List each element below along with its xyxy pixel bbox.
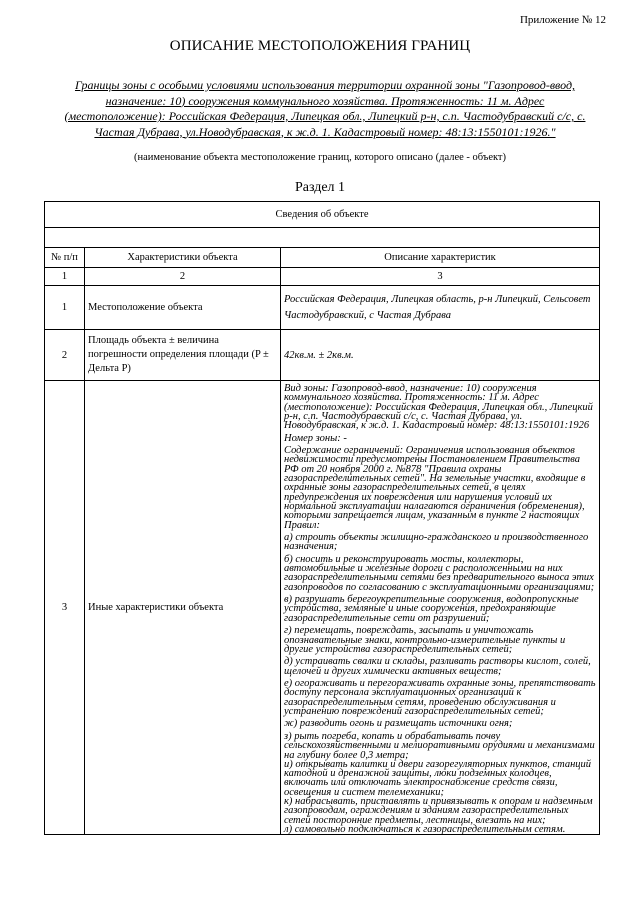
- desc-paragraph: а) строить объекты жилищно-гражданского и производственного назначения;: [284, 532, 589, 553]
- appendix-label: Приложение № 12: [519, 14, 606, 26]
- desc-paragraph: Содержание ограничений: Ограничения использования объектов недвижимости предусмотрены Постановлением Правительства РФ от 20 ноября 2000 г. №878 "Правила охраны газораспределительных сетей". На земельные участки, входящие в охранные зоны газораспределительных сетей, в целях предупреждения их повреждения или нарушения условий их нормальной эксплуатации налагаются ограничения (обременения), которыми запрещается лицам, указанным в пункте 2 настоящих Правил:: [284, 445, 586, 531]
- desc-paragraph: л) самовольно подключаться к газораспределительным сетям.: [284, 823, 566, 835]
- row-num: 2: [45, 330, 85, 381]
- desc-paragraph: Номер зоны: -: [284, 432, 347, 444]
- desc-paragraph: з) рыть погреба, копать и обрабатывать почву сельскохозяйственными и мелиоративными орудиями и механизмами на глубину более 0,3 метра;: [284, 730, 595, 761]
- desc-paragraph: и) открывать калитки и двери газорегуляторных пунктов, станций катодной и дренажной защиты, люки подземных колодцев, включать или отключать электроснабжение средств связи, освещения и систем телемеханики;: [284, 758, 592, 798]
- desc-paragraph: е) огораживать и перегораживать охранные зоны, препятствовать доступу персонала эксплуатационных организаций к газораспределительным сетям, проведению обслуживания и устранению повреждений газораспределительных сетей;: [284, 678, 596, 717]
- table-empty-row: [45, 228, 600, 248]
- row-num: 1: [45, 286, 85, 330]
- row-char: Иные характеристики объекта: [85, 381, 281, 835]
- desc-paragraph: д) устраивать свалки и склады, разливать растворы кислот, солей, щелочей и других химически активных веществ;: [284, 656, 591, 677]
- row-desc: Российская Федерация, Липецкая область, р-н Липецкий, Сельсовет Частодубравский, с Частая Дубрава: [281, 286, 600, 330]
- table-row: [45, 330, 600, 381]
- desc-paragraph: г) перемещать, повреждать, засыпать и уничтожать опознавательные знаки, контрольно-измерительные пункты и другие устройства газораспределительных сетей;: [284, 625, 566, 655]
- row-num: 3: [45, 381, 85, 835]
- col-index-1: 1: [45, 268, 85, 286]
- table-row: [45, 286, 600, 330]
- desc-paragraph: Вид зоны: Газопровод-ввод, назначение: 10) сооружения коммунального хозяйства. Протяженность: 11 м. Адрес (местоположение): Российская Федерация, Липецкая обл., Липецкий р-н, с.п. Частодубравский с/с, с. Частая Дубрава, ул. Новодубравская, к ж.д. 1. Кадастровый номер: 48:13:1550101:1926: [284, 383, 593, 432]
- section-title: Раздел 1: [294, 180, 346, 195]
- row-char: Местоположение объекта: [85, 286, 281, 330]
- col-header-desc: Описание характеристик: [281, 248, 600, 268]
- desc-paragraph: б) сносить и реконструировать мосты, коллекторы, автомобильные и железные дороги с расположенными на них газораспределительными сетями без предварительного выноса этих газопроводов по согласованию с эксплуатационными организациями;: [284, 553, 595, 593]
- desc-paragraph: ж) разводить огонь и размещать источники огня;: [284, 718, 513, 730]
- document-title: ОПИСАНИЕ МЕСТОПОЛОЖЕНИЯ ГРАНИЦ: [169, 38, 471, 54]
- desc-paragraph: в) разрушать берегоукрепительные сооружения, водопропускные устройства, земляные и иные сооружения, предохраняющие газораспределительные сети от разрушений;: [284, 594, 579, 624]
- table-row: [45, 381, 600, 835]
- col-header-num: № п/п: [45, 248, 85, 268]
- row-desc-other: [281, 381, 600, 835]
- col-header-char: Характеристики объекта: [85, 248, 281, 268]
- row-desc: 42кв.м. ± 2кв.м.: [281, 330, 600, 381]
- col-index-2: 2: [85, 268, 281, 286]
- object-subject: Границы зоны с особыми условиями использования территории охранной зоны "Газопровод-ввод, назначение: 10) сооружения коммунального хозяйства. Протяженность: 11 м. Адрес (местоположение): Российская Федерация, Липецкая обл., Липецкий р-н, с.п. Частодубравский с/с, с. Частая Дубрава, ул.Новодубравская, к ж.д. 1. Кадастровый номер: 48:13:1550101:1926.": [64, 78, 586, 139]
- row-char: Площадь объекта ± величина погрешности определения площади (P ± Дельта P): [85, 330, 281, 381]
- table-caption: Сведения об объекте: [45, 202, 600, 228]
- subject-caption: (наименование объекта местоположение границ, которого описано (далее - объект): [133, 152, 507, 163]
- object-info-table: [44, 201, 600, 835]
- desc-paragraph: к) набрасывать, приставлять и привязывать к опорам и надземным газопроводам, ограждениям и зданиям газораспределительных сетей посторонние предметы, лестницы, влезать на них;: [284, 796, 593, 826]
- col-index-3: 3: [281, 268, 600, 286]
